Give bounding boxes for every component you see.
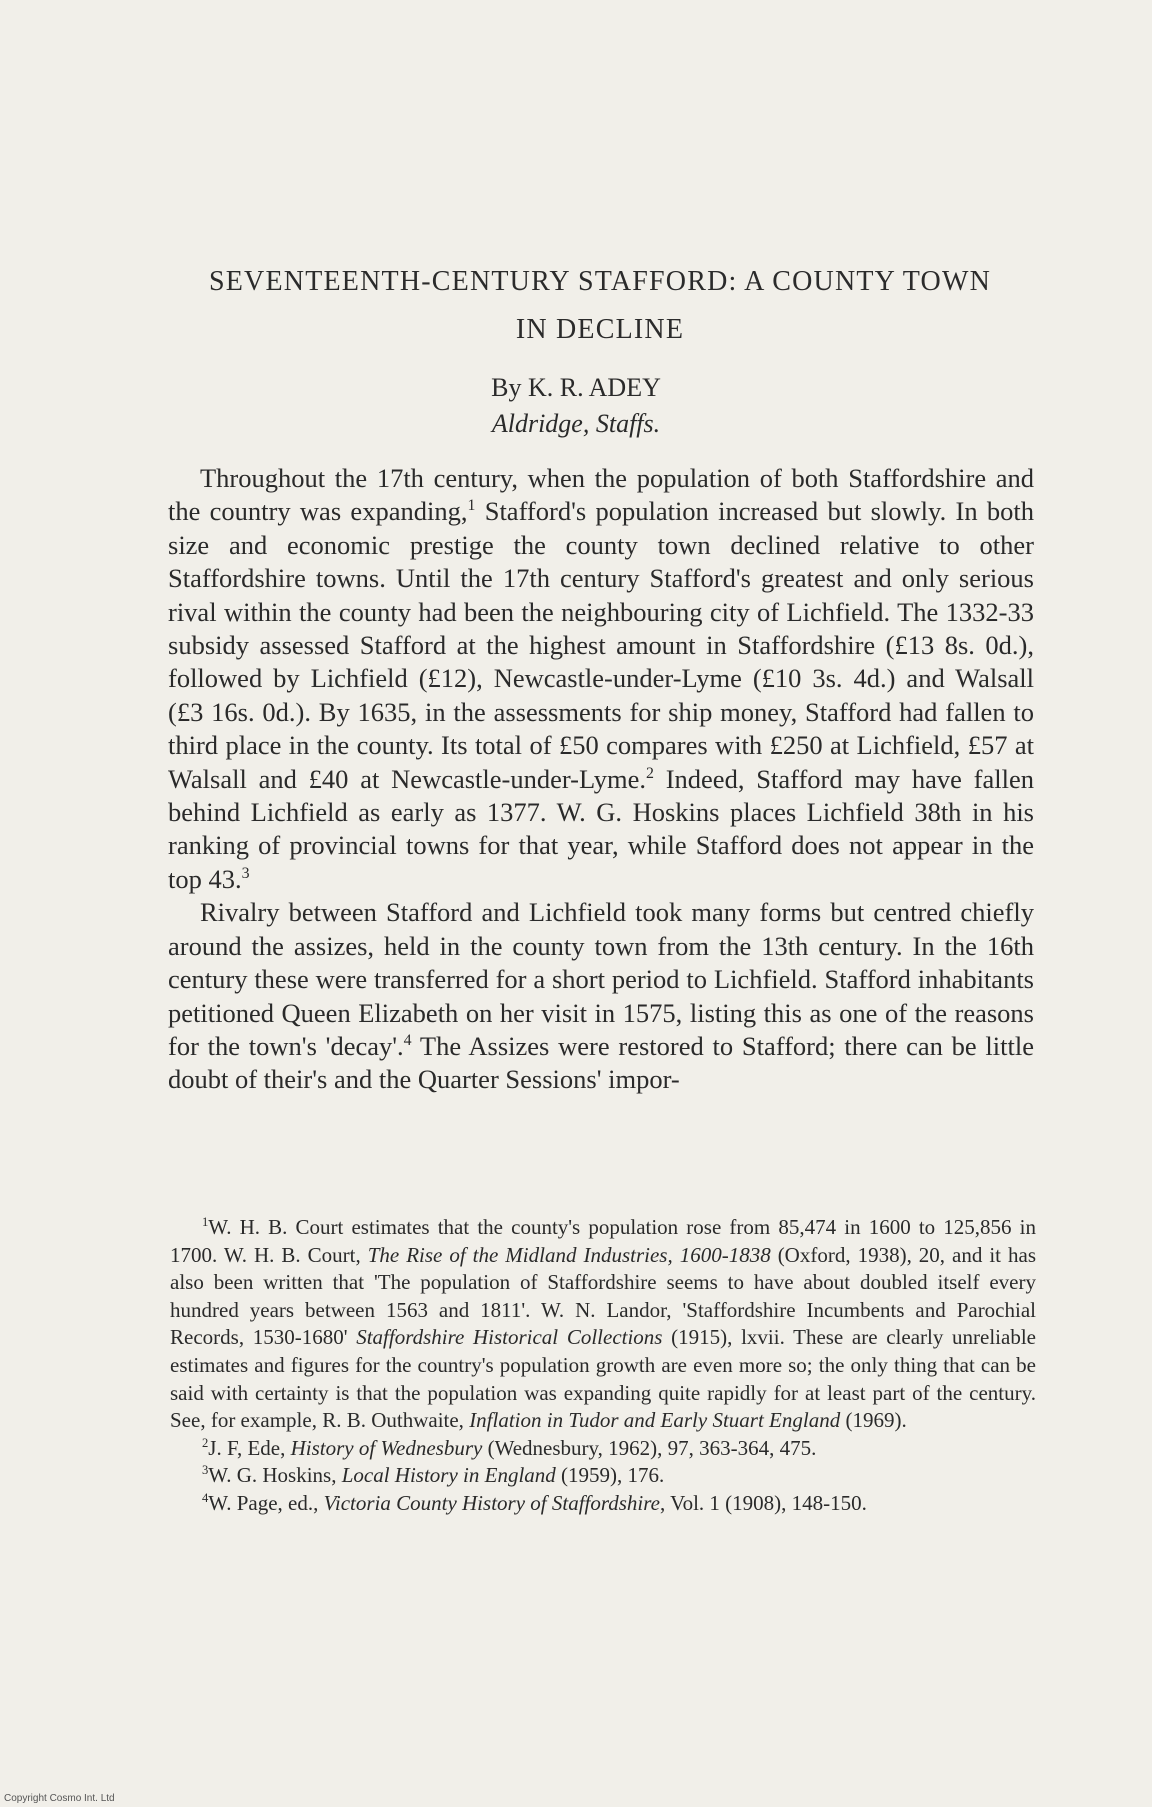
footnote-1-number: 1: [202, 1215, 209, 1229]
footnote-4-title: Victoria County History of Staffordshire: [323, 1490, 660, 1515]
footnote-ref-2: 2: [645, 764, 654, 782]
footnote-3-text-a: W. G. Hoskins,: [208, 1463, 342, 1488]
footnote-1-text-d: (1969).: [840, 1408, 907, 1433]
title-line-1: SEVENTEENTH-CENTURY STAFFORD: A COUNTY TOWN: [208, 266, 992, 297]
footnote-2-text-b: (Wednesbury, 1962), 97, 363-364, 475.: [482, 1435, 817, 1460]
body-paragraph-2: [168, 896, 1034, 1096]
p1-text-c: Indeed, Stafford may have fallen behind Lichfield as early as 1377. W. G. Hoskins places Lichfield 38th in his ranking of provincial towns for that year, while Stafford does not appear in the top 43.: [168, 763, 1034, 894]
article-body: [168, 462, 1034, 1097]
p2-text-a: Rivalry between Stafford and Lichfield took many forms but centred chiefly around the assizes, held in the county town from the 13th century. In the 16th century these were transferred for a short period to Lichfield. Stafford inhabitants petitioned Queen Elizabeth on her visit in 1575, listing this as one of the reasons for the town's 'decay'.: [168, 897, 1034, 1061]
p2-text-b: The Assizes were restored to Stafford; there can be little doubt of their's and the Quarter Sessions' impor-: [168, 1030, 1034, 1095]
footnote-ref-3: 3: [241, 865, 250, 883]
footnote-ref-1: 1: [467, 497, 476, 515]
footnote-1: [170, 1214, 1036, 1435]
footnote-2-text-a: J. F, Ede,: [208, 1435, 291, 1460]
footnote-1-text-b: (Oxford, 1938), 20, and it has also been written that 'The population of Staffordshire seems to have about doubled itself every hundred years between 1563 and 1811'. W. N. Landor, 'Staffordshire Incumbents and Parochial Records, 1530-1680': [170, 1242, 1036, 1350]
author-affiliation: Aldridge, Staffs.: [491, 409, 661, 438]
footnote-2-title: History of Wednesbury: [290, 1435, 483, 1460]
footnote-2: [170, 1435, 1036, 1463]
footnote-1-title-2: Staffordshire Historical Collections: [356, 1325, 663, 1350]
footnote-4-text-a: W. Page, ed.,: [208, 1490, 324, 1515]
footnote-1-title-3: Inflation in Tudor and Early Stuart England: [469, 1408, 841, 1433]
footnote-1-title-1: The Rise of the Midland Industries, 1600-1838: [367, 1242, 771, 1267]
p1-text-a: Throughout the 17th century, when the population of both Staffordshire and the country was expanding,: [168, 463, 1034, 527]
footnote-3-title: Local History in England: [341, 1463, 556, 1488]
footnote-3: [170, 1462, 1036, 1490]
footnote-1-text-a: W. H. B. Court estimates that the county's population rose from 85,474 in 1600 to 125,856 in 1700. W. H. B. Court,: [170, 1215, 1036, 1267]
article-title: [160, 258, 1040, 354]
footnote-4-number: 4: [202, 1490, 209, 1505]
author-byline: By K. R. ADEY: [491, 373, 661, 402]
footnotes: [170, 1214, 1036, 1518]
title-line-2: IN DECLINE: [515, 314, 685, 345]
footnote-ref-4: 4: [403, 1032, 412, 1050]
footnote-2-number: 2: [202, 1435, 209, 1450]
footnote-4-text-b: , Vol. 1 (1908), 148-150.: [659, 1490, 867, 1515]
footnote-3-text-b: (1959), 176.: [555, 1463, 665, 1488]
copyright-watermark: Copyright Cosmo Int. Ltd: [4, 1793, 115, 1804]
p1-text-b: Stafford's population increased but slowly. In both size and economic prestige the county town declined relative to other Staffordshire towns. Until the 17th century Stafford's greatest and only serious rival within the county had been the neighbouring city of Lichfield. The 1332-33 subsidy assessed Stafford at the highest amount in Staffordshire (£13 8s. 0d.), followed by Lichfield (£12), Newcastle-under-Lyme (£10 3s. 4d.) and Walsall (£3 16s. 0d.). By 1635, in the assessments for ship money, Stafford had fallen to third place in the county. Its total of £50 compares with £250 at Lichfield, £57 at Walsall and £40 at Newcastle-under-Lyme.: [168, 496, 1034, 794]
footnote-1-text-c: (1915), lxvii. These are clearly unreliable estimates and figures for the country's population growth are even more so; the only thing that can be said with certainty is that the population was expanding quite rapidly for at least part of the century. See, for example, R. B. Outhwaite,: [170, 1325, 1036, 1433]
body-paragraph-1: [168, 462, 1034, 896]
footnote-3-number: 3: [202, 1463, 209, 1478]
footnote-4: [170, 1490, 1036, 1518]
